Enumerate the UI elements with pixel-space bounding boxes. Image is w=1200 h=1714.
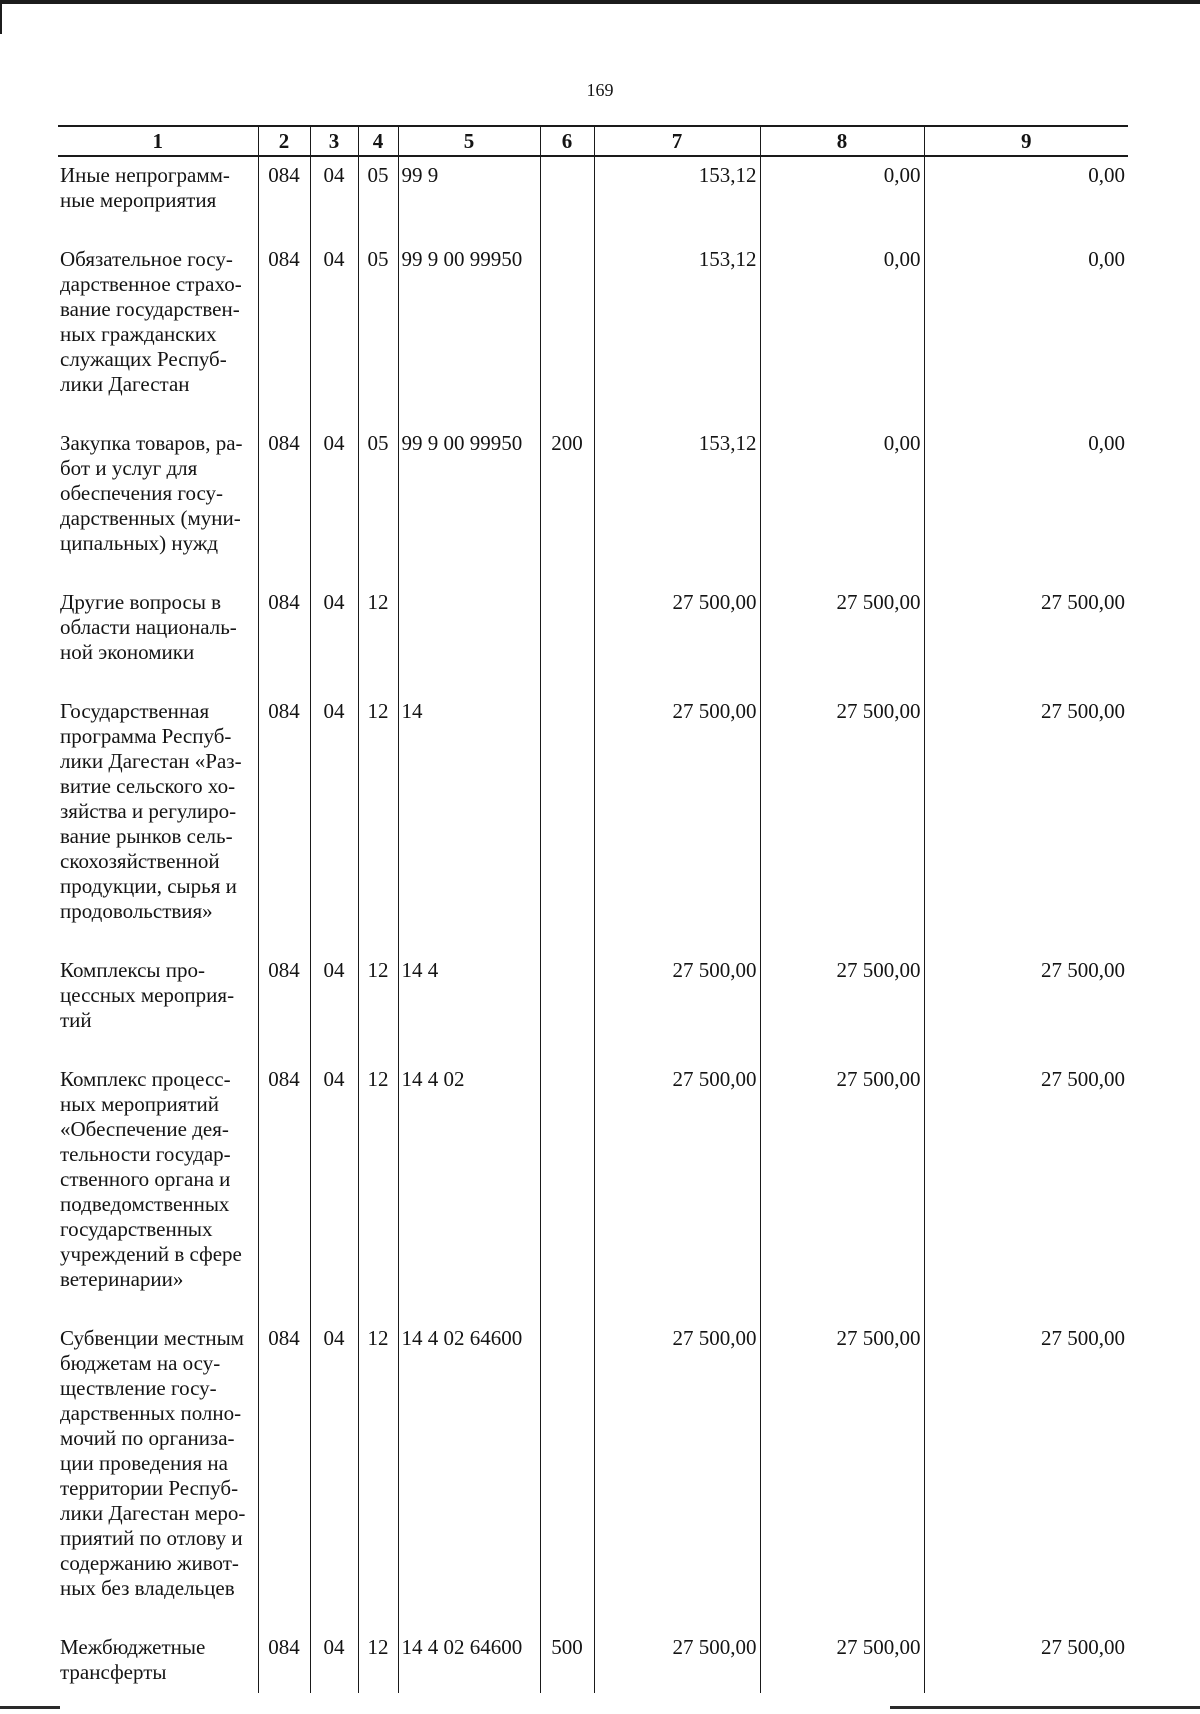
row-amount-col7: 153,12 [594,213,760,397]
spacer-cell [310,1685,358,1693]
row-amount-col7: 153,12 [594,156,760,213]
header-col-1: 1 [58,126,258,156]
header-col-2: 2 [258,126,310,156]
row-name-text: Комплексы про- цессных мероприя- тий [60,958,235,1032]
scan-border-bottom [890,1706,1200,1709]
table-row [58,1601,1128,1685]
row-name-text: Другие вопросы в области националь- ной экономики [60,590,237,664]
page-number: 169 [586,80,614,100]
row-subsection-code: 12 [358,924,398,1033]
row-amount-col8: 27 500,00 [760,556,924,665]
row-amount-col9: 27 500,00 [924,665,1128,924]
row-amount-col8: 27 500,00 [760,665,924,924]
row-amount-col8: 0,00 [760,156,924,213]
row-name [58,1033,258,1292]
table-row [58,213,1128,397]
row-name-text: Межбюджетные трансферты [60,1635,206,1684]
row-name-text: Закупка товаров, ра- бот и услуг для обеспечения госу- дарственных (муни- ципальных) нужд [60,431,243,555]
row-name [58,397,258,556]
row-amount-col7: 27 500,00 [594,556,760,665]
row-gr-code: 084 [258,1601,310,1685]
row-name-text: Субвенции местным бюджетам на осу- ществление госу- дарственных полно- мочий по организа- ции проведения на территории Респуб- лики Дагестан меро- приятий по отлову и содержанию живот- ных без владельцев [60,1326,246,1600]
table-row [58,924,1128,1033]
row-amount-col8: 27 500,00 [760,1033,924,1292]
row-expense-type: 500 [540,1601,594,1685]
header-col-8: 8 [760,126,924,156]
row-amount-col9: 0,00 [924,213,1128,397]
row-amount-col7: 153,12 [594,397,760,556]
header-col-7: 7 [594,126,760,156]
row-name-text: Государственная программа Респуб- лики Дагестан «Раз- витие сельского хо- зяйства и регулиро- вание рынков сель- скохозяйственной продукции, сырья и продовольствия» [60,699,242,923]
row-amount-col9: 27 500,00 [924,1601,1128,1685]
row-amount-col9: 27 500,00 [924,556,1128,665]
row-target-article: 14 [398,665,540,924]
row-section-code: 04 [310,397,358,556]
row-expense-type [540,665,594,924]
row-target-article: 14 4 [398,924,540,1033]
row-amount-col7: 27 500,00 [594,1292,760,1601]
row-section-code: 04 [310,556,358,665]
row-section-code: 04 [310,665,358,924]
scan-border-left [0,0,2,34]
row-gr-code: 084 [258,1292,310,1601]
row-amount-col9: 27 500,00 [924,1033,1128,1292]
row-target-article: 99 9 [398,156,540,213]
row-amount-col8: 27 500,00 [760,1601,924,1685]
row-name [58,213,258,397]
row-gr-code: 084 [258,556,310,665]
row-amount-col9: 27 500,00 [924,1292,1128,1601]
row-name-text: Иные непрограмм- ные мероприятия [60,163,230,212]
row-section-code: 04 [310,156,358,213]
row-subsection-code: 12 [358,1601,398,1685]
header-col-3: 3 [310,126,358,156]
spacer-cell [594,1685,760,1693]
row-section-code: 04 [310,213,358,397]
row-subsection-code: 05 [358,156,398,213]
row-target-article: 14 4 02 64600 [398,1292,540,1601]
row-section-code: 04 [310,1601,358,1685]
spacer-cell [398,1685,540,1693]
spacer-cell [58,1685,258,1693]
row-section-code: 04 [310,1033,358,1292]
budget-table [58,125,1128,1693]
row-subsection-code: 05 [358,213,398,397]
header-col-4: 4 [358,126,398,156]
table-bottom-spacer [58,1685,1128,1693]
row-amount-col9: 0,00 [924,397,1128,556]
table-body [58,156,1128,1693]
row-target-article: 99 9 00 99950 [398,213,540,397]
row-expense-type [540,156,594,213]
row-amount-col9: 0,00 [924,156,1128,213]
row-expense-type [540,1292,594,1601]
header-col-9: 9 [924,126,1128,156]
spacer-cell [358,1685,398,1693]
spacer-cell [924,1685,1128,1693]
row-subsection-code: 12 [358,556,398,665]
row-amount-col7: 27 500,00 [594,924,760,1033]
table-row [58,556,1128,665]
table-row [58,397,1128,556]
row-target-article [398,556,540,665]
row-gr-code: 084 [258,1033,310,1292]
row-amount-col8: 27 500,00 [760,924,924,1033]
row-name-text: Комплекс процесс- ных мероприятий «Обеспечение дея- тельности государ- ственного органа и подведомственных государственных учреждений в сфере ветеринарии» [60,1067,242,1291]
row-amount-col7: 27 500,00 [594,1601,760,1685]
row-subsection-code: 12 [358,1033,398,1292]
spacer-cell [258,1685,310,1693]
row-name-text: Обязательное госу- дарственное страхо- вание государствен- ных гражданских служащих Респуб- лики Дагестан [60,247,242,396]
row-subsection-code: 05 [358,397,398,556]
scan-border-top [0,0,1200,4]
table-row [58,1033,1128,1292]
row-expense-type: 200 [540,397,594,556]
row-section-code: 04 [310,924,358,1033]
header-col-5: 5 [398,126,540,156]
row-target-article: 99 9 00 99950 [398,397,540,556]
row-subsection-code: 12 [358,1292,398,1601]
row-expense-type [540,556,594,665]
row-name [58,1292,258,1601]
row-name [58,556,258,665]
row-subsection-code: 12 [358,665,398,924]
row-expense-type [540,924,594,1033]
row-gr-code: 084 [258,213,310,397]
row-gr-code: 084 [258,924,310,1033]
row-amount-col8: 0,00 [760,213,924,397]
table-row [58,1292,1128,1601]
row-gr-code: 084 [258,397,310,556]
row-gr-code: 084 [258,665,310,924]
scan-border-bottom-left [0,1706,60,1709]
row-name [58,924,258,1033]
header-col-6: 6 [540,126,594,156]
spacer-cell [760,1685,924,1693]
row-name [58,156,258,213]
row-name [58,1601,258,1685]
row-amount-col7: 27 500,00 [594,665,760,924]
row-expense-type [540,1033,594,1292]
spacer-cell [540,1685,594,1693]
row-gr-code: 084 [258,156,310,213]
row-expense-type [540,213,594,397]
row-amount-col9: 27 500,00 [924,924,1128,1033]
row-amount-col8: 27 500,00 [760,1292,924,1601]
table-header-row [58,126,1128,156]
row-section-code: 04 [310,1292,358,1601]
table-row [58,665,1128,924]
row-amount-col8: 0,00 [760,397,924,556]
row-target-article: 14 4 02 [398,1033,540,1292]
row-amount-col7: 27 500,00 [594,1033,760,1292]
row-name [58,665,258,924]
table-row [58,156,1128,213]
row-target-article: 14 4 02 64600 [398,1601,540,1685]
